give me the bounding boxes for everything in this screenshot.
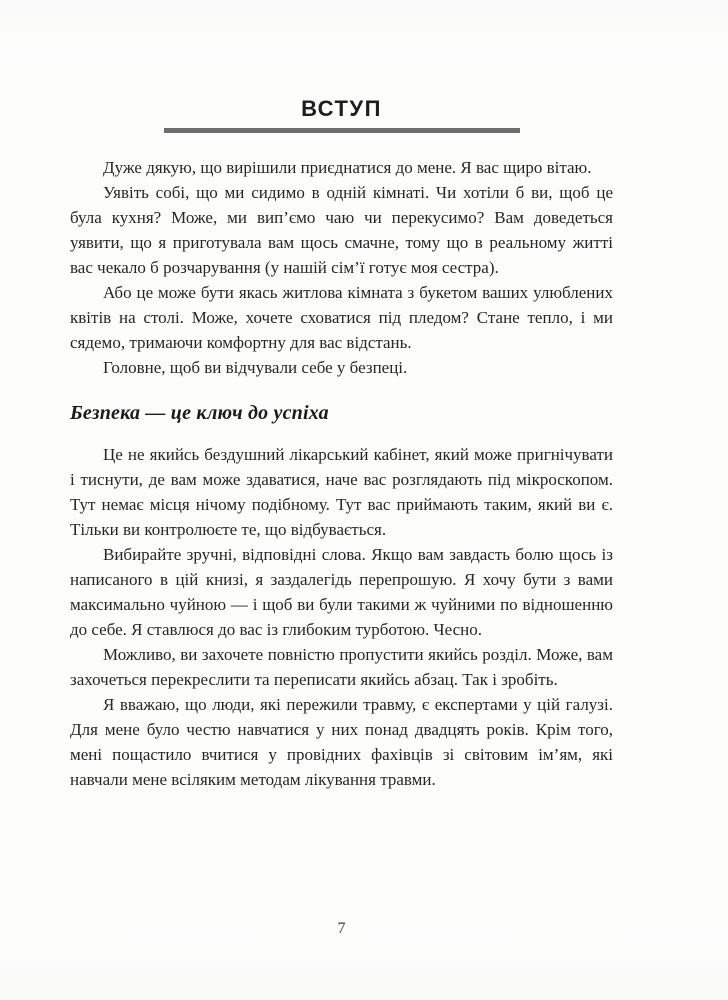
title-divider-rule xyxy=(164,128,520,133)
page-number: 7 xyxy=(337,920,346,937)
text-column xyxy=(70,0,613,792)
intro-paragraph: Уявіть собі, що ми сидимо в одній кімнаті. Чи хотіли б ви, щоб це була кухня? Може, ми вип’ємо чаю чи перекусимо? Вам доведеться уявити, що я приготувала вам щось смачне, тому що в реальному житті вас чекало б розчарування (у нашій сім’ї готує моя сестра). xyxy=(70,183,613,277)
section-paragraph: Можливо, ви захочете повністю пропустити якийсь розділ. Може, вам захочеться перекреслити та переписати якийсь абзац. Так і зробіть. xyxy=(70,645,613,689)
section-paragraph: Вибирайте зручні, відповідні слова. Якщо вам завдасть болю щось із написаного в цій книзі, я заздалегідь перепрошую. Я хочу бути з вами максимально чуйною — і щоб ви були такими ж чуйними по відношенню до себе. Я ставлюся до вас із глибоким турботою. Чесно. xyxy=(70,545,613,639)
section-paragraph: Це не якийсь бездушний лікарський кабінет, який може пригнічувати і тиснути, де вам може здаватися, наче вас розглядають під мікроскопом. Тут немає місця нічому подібному. Тут вас приймають таким, який ви є. Тільки ви контролюєте те, що відбувається. xyxy=(70,445,613,539)
section-paragraph: Я вважаю, що люди, які пережили травму, є експертами у цій галузі. Для мене було честю навчатися у них понад двадцять років. Крім того, мені пощастило вчитися у провідних фахівців зі світовим ім’ям, які навчали мене всіляким методам лікування травми. xyxy=(70,695,613,789)
intro-paragraph: Головне, щоб ви відчували себе у безпеці. xyxy=(103,358,408,377)
section-heading: Безпека — це ключ до успіха xyxy=(70,402,329,424)
page-content xyxy=(70,155,613,792)
intro-paragraph: Або це може бути якась житлова кімната з букетом ваших улюблених квітів на столі. Може, хочете сховатися під пледом? Стане тепло, і ми сядемо, тримаючи комфортну для вас відстань. xyxy=(70,283,613,352)
intro-paragraph: Дуже дякую, що вирішили приєднатися до мене. Я вас щиро вітаю. xyxy=(103,158,592,177)
chapter-title: ВСТУП xyxy=(301,96,382,121)
